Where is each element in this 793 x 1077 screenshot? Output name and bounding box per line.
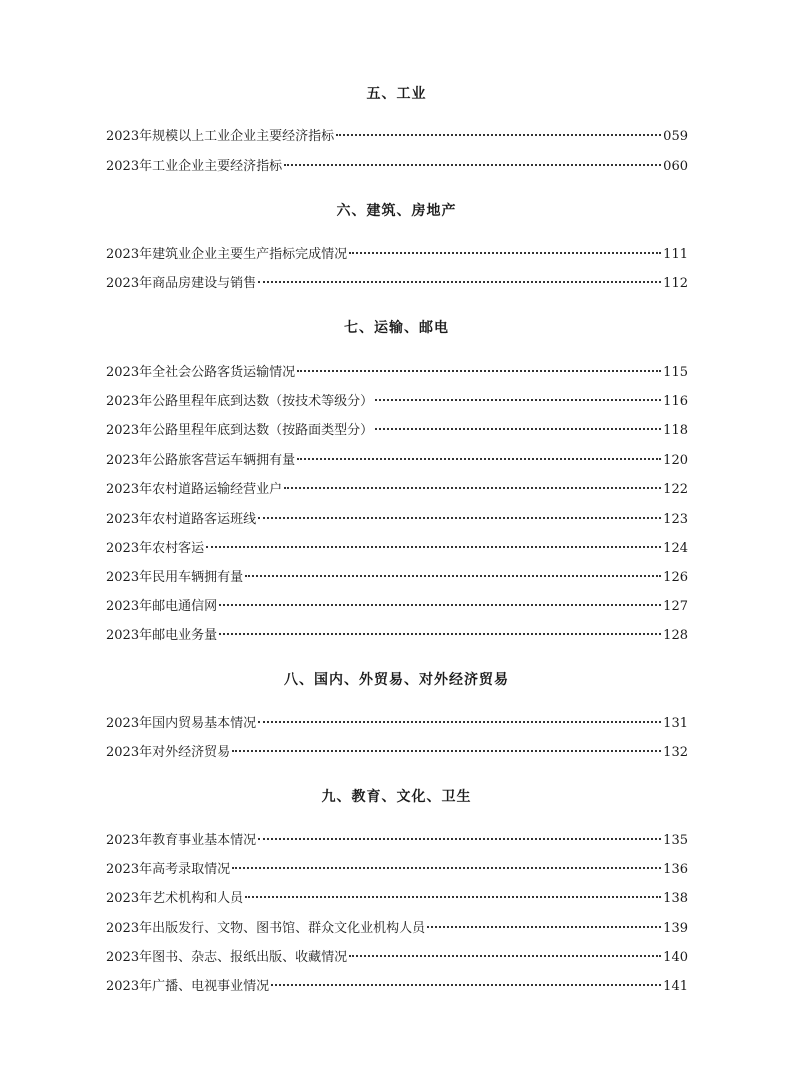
toc-entry[interactable] xyxy=(106,597,688,617)
toc-entry[interactable] xyxy=(106,977,688,997)
leader-dots xyxy=(258,517,661,519)
toc-entry[interactable] xyxy=(106,127,688,147)
toc-entry[interactable] xyxy=(106,451,688,471)
leader-dots xyxy=(297,370,661,372)
leader-dots xyxy=(271,984,661,986)
toc-entry[interactable] xyxy=(106,363,688,383)
leader-dots xyxy=(219,604,661,606)
toc-entry-label: 2023年广播、电视事业情况 xyxy=(106,979,270,994)
leader-dots xyxy=(349,955,661,957)
leader-dots xyxy=(232,750,661,752)
toc-entry-page: 120 xyxy=(663,453,688,468)
toc-entry[interactable] xyxy=(106,392,688,412)
toc-entry-label: 2023年民用车辆拥有量 xyxy=(106,570,244,585)
toc-entry-label: 2023年农村道路运输经营业户 xyxy=(106,482,283,497)
leader-dots xyxy=(349,252,661,254)
toc-entry-page: 126 xyxy=(663,570,688,585)
toc-entry-label: 2023年教育事业基本情况 xyxy=(106,833,257,848)
toc-entry-page: 060 xyxy=(663,159,688,174)
toc-entry[interactable] xyxy=(106,421,688,441)
toc-entry-page: 138 xyxy=(663,891,688,906)
toc-entry-label: 2023年公路里程年底到达数（按技术等级分） xyxy=(106,394,374,409)
toc-entry[interactable] xyxy=(106,860,688,880)
toc-entry[interactable] xyxy=(106,157,688,177)
leader-dots xyxy=(284,487,661,489)
toc-entry[interactable] xyxy=(106,889,688,909)
toc-entry-page: 136 xyxy=(663,862,688,877)
toc-entry-page: 131 xyxy=(663,716,688,731)
toc-entry-label: 2023年国内贸易基本情况 xyxy=(106,716,257,731)
toc-entry-page: 111 xyxy=(663,247,688,262)
toc-entry-label: 2023年艺术机构和人员 xyxy=(106,891,244,906)
toc-entry-label: 2023年高考录取情况 xyxy=(106,862,231,877)
toc-entry-page: 112 xyxy=(663,276,688,291)
toc-entry-page: 127 xyxy=(663,599,688,614)
leader-dots xyxy=(284,164,661,166)
toc-entry[interactable] xyxy=(106,743,688,763)
toc-entry[interactable] xyxy=(106,948,688,968)
leader-dots xyxy=(375,428,661,430)
toc-entry[interactable] xyxy=(106,510,688,530)
leader-dots xyxy=(258,838,661,840)
toc-entry-page: 115 xyxy=(663,365,688,380)
toc-entry-page: 141 xyxy=(663,979,688,994)
toc-entry-page: 123 xyxy=(663,512,688,527)
toc-entry-label: 2023年出版发行、文物、图书馆、群众文化业机构人员 xyxy=(106,921,426,936)
section-title-construction: 六、建筑、房地产 xyxy=(336,203,457,219)
toc-entry-page: 116 xyxy=(663,394,688,409)
section-title-trade: 八、国内、外贸易、对外经济贸易 xyxy=(284,672,509,688)
toc-entry-label: 2023年工业企业主要经济指标 xyxy=(106,159,283,174)
toc-entry[interactable] xyxy=(106,480,688,500)
toc-entry[interactable] xyxy=(106,626,688,646)
toc-entry-label: 2023年规模以上工业企业主要经济指标 xyxy=(106,129,335,144)
leader-dots xyxy=(245,896,661,898)
leader-dots xyxy=(206,546,661,548)
section-title-education: 九、教育、文化、卫生 xyxy=(321,789,472,805)
toc-entry-page: 059 xyxy=(663,129,688,144)
toc-entry-page: 118 xyxy=(663,423,688,438)
toc-entry-page: 140 xyxy=(663,950,688,965)
toc-entry-label: 2023年建筑业企业主要生产指标完成情况 xyxy=(106,247,348,262)
toc-entry-label: 2023年公路旅客营运车辆拥有量 xyxy=(106,453,296,468)
leader-dots xyxy=(232,867,661,869)
toc-entry-label: 2023年邮电通信网 xyxy=(106,599,218,614)
leader-dots xyxy=(258,721,661,723)
toc-entry-page: 128 xyxy=(663,628,688,643)
toc-entry-label: 2023年邮电业务量 xyxy=(106,628,218,643)
leader-dots xyxy=(427,926,661,928)
toc-entry-page: 135 xyxy=(663,833,688,848)
toc-entry-label: 2023年农村道路客运班线 xyxy=(106,512,257,527)
toc-entry[interactable] xyxy=(106,568,688,588)
toc-entry-label: 2023年商品房建设与销售 xyxy=(106,276,257,291)
toc-entry[interactable] xyxy=(106,274,688,294)
toc-entry-page: 132 xyxy=(663,745,688,760)
toc-entry-label: 2023年农村客运 xyxy=(106,541,205,556)
leader-dots xyxy=(375,399,661,401)
leader-dots xyxy=(219,633,661,635)
toc-entry-page: 139 xyxy=(663,921,688,936)
toc-entry-label: 2023年公路里程年底到达数（按路面类型分） xyxy=(106,423,374,438)
toc-entry-label: 2023年图书、杂志、报纸出版、收藏情况 xyxy=(106,950,348,965)
toc-entry[interactable] xyxy=(106,714,688,734)
toc-entry[interactable] xyxy=(106,539,688,559)
toc-entry-page: 122 xyxy=(663,482,688,497)
leader-dots xyxy=(297,458,661,460)
leader-dots xyxy=(258,281,661,283)
toc-entry[interactable] xyxy=(106,919,688,939)
leader-dots xyxy=(336,134,661,136)
leader-dots xyxy=(245,575,661,577)
toc-entry-page: 124 xyxy=(663,541,688,556)
toc-entry-label: 2023年全社会公路客货运输情况 xyxy=(106,365,296,380)
toc-entry-label: 2023年对外经济贸易 xyxy=(106,745,231,760)
toc-entry[interactable] xyxy=(106,245,688,265)
section-title-transport: 七、运输、邮电 xyxy=(344,320,449,336)
toc-entry[interactable] xyxy=(106,831,688,851)
section-title-industry: 五、工业 xyxy=(366,86,427,102)
